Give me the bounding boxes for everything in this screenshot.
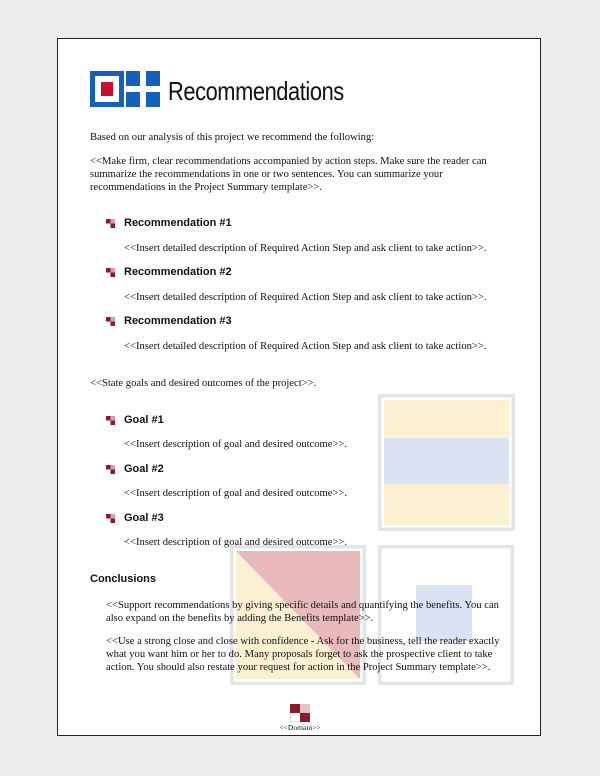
document-page bbox=[57, 38, 541, 736]
conclusions-paragraph-2: <<Use a strong close and close with confidence - Ask for the business, tell the reader exactly what you want him or her to do. Many proposals forget to ask the prospective client to take action. You should also restate your request for action in the Project Summary template>>. bbox=[106, 636, 500, 673]
recommendation-2-desc: <<Insert detailed description of Required Action Step and ask client to take action>>. bbox=[124, 292, 487, 303]
goal-1-desc: <<Insert description of goal and desired outcome>>. bbox=[124, 439, 348, 450]
intro-text: Based on our analysis of this project we recommend the following: bbox=[90, 132, 375, 143]
bullet-icon bbox=[106, 514, 115, 523]
bullet-icon bbox=[106, 416, 115, 425]
flag-logo-icon bbox=[90, 71, 160, 107]
recommendation-1-heading: Recommendation #1 bbox=[124, 217, 232, 229]
recommendation-3-desc: <<Insert detailed description of Required Action Step and ask client to take action>>. bbox=[124, 341, 487, 352]
goal-3-heading: Goal #3 bbox=[124, 512, 164, 524]
footer-logo-icon bbox=[290, 704, 310, 722]
bullet-icon bbox=[106, 465, 115, 474]
recommendation-3-heading: Recommendation #3 bbox=[124, 315, 232, 327]
bullet-icon bbox=[106, 268, 115, 277]
recommendation-2-heading: Recommendation #2 bbox=[124, 266, 232, 278]
bullet-icon bbox=[106, 219, 115, 228]
bullet-icon bbox=[106, 317, 115, 326]
recommendation-1-desc: <<Insert detailed description of Required Action Step and ask client to take action>>. bbox=[124, 243, 487, 254]
goal-1-heading: Goal #1 bbox=[124, 414, 164, 426]
goal-2-heading: Goal #2 bbox=[124, 463, 164, 475]
page-title: Recommendations bbox=[168, 76, 344, 106]
recommendation-instructions: <<Make firm, clear recommendations accompanied by action steps. Make sure the reader can summarize the recommendations in one or two sentences. You can summarize your recommendations in the Project Summary template>>. bbox=[90, 156, 487, 193]
goals-intro: <<State goals and desired outcomes of the project>>. bbox=[90, 378, 317, 389]
conclusions-paragraph-1: <<Support recommendations by giving specific details and quantifying the benefits. You can also expand on the benefits by adding the Benefits template>>. bbox=[106, 600, 499, 624]
footer-domain: <<Domain>> bbox=[279, 723, 321, 732]
flag-watermark-stripes bbox=[378, 394, 515, 531]
conclusions-heading: Conclusions bbox=[90, 573, 157, 585]
goal-2-desc: <<Insert description of goal and desired outcome>>. bbox=[124, 488, 348, 499]
goal-3-desc: <<Insert description of goal and desired outcome>>. bbox=[124, 537, 348, 548]
